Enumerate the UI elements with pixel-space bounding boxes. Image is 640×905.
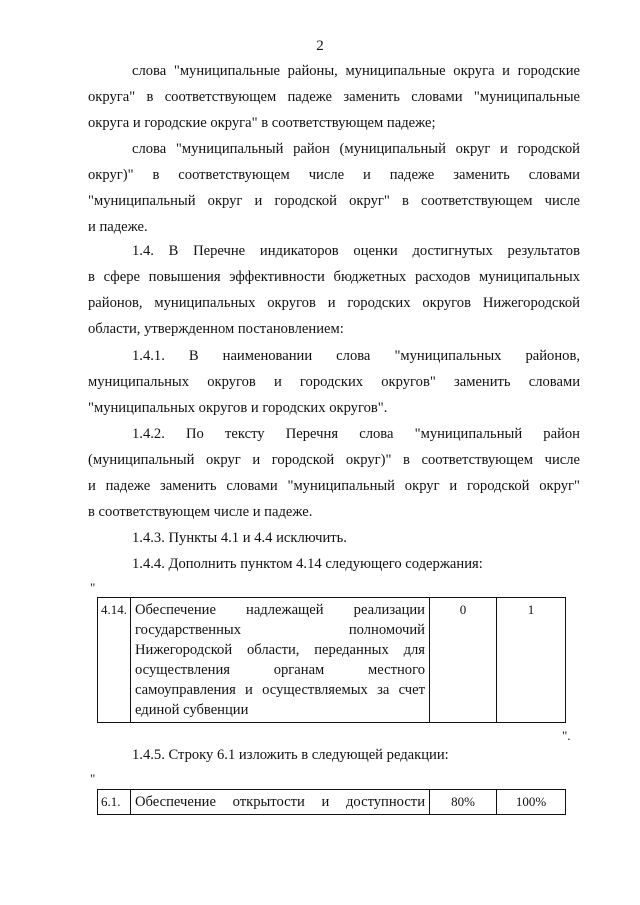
text-line: районов, муниципальных округов и городских округов Нижегородской — [88, 295, 580, 311]
row-number: 6.1. — [98, 790, 131, 815]
indicator-table-4-14 — [97, 597, 566, 723]
table-row — [98, 790, 566, 815]
text-line: "муниципальный округ и городской округ" в соответствующем числе — [88, 193, 580, 209]
text-line: 1.4.5. Строку 6.1 изложить в следующей редакции: — [132, 747, 449, 763]
closing-quote: ". — [562, 728, 571, 743]
opening-quote: " — [90, 771, 96, 786]
text-line: муниципальных округов и городских округов" заменить словами — [88, 374, 580, 390]
row-description — [131, 598, 430, 723]
description-line: самоуправления и осуществляемых за счет — [135, 682, 425, 698]
page-number: 2 — [316, 38, 324, 54]
text-line: и падеже заменить словами "муниципальный округ и городской округ" — [88, 478, 580, 494]
description-line: осуществления органам местного — [135, 662, 425, 678]
value-cell: 80% — [430, 790, 497, 815]
text-line: 1.4.3. Пункты 4.1 и 4.4 исключить. — [132, 530, 347, 546]
text-line: "муниципальных округов и городских округов". — [88, 400, 388, 416]
opening-quote: " — [90, 580, 96, 595]
description-line: единой субвенции — [135, 702, 249, 718]
text-line: 1.4.4. Дополнить пунктом 4.14 следующего содержания: — [132, 556, 483, 572]
value-cell: 0 — [430, 598, 497, 723]
text-line: слова "муниципальные районы, муниципальные округа и городские — [132, 63, 580, 79]
text-line: в соответствующем числе и падеже. — [88, 504, 313, 520]
table-row — [98, 598, 566, 723]
description-line: государственных полномочий — [135, 622, 425, 638]
row-number: 4.14. — [98, 598, 131, 723]
text-line: округ)" в соответствующем числе и падеже заменить словами — [88, 167, 580, 183]
text-line: (муниципальный округ и городской округ)" в соответствующем числе — [88, 452, 580, 468]
value-cell: 100% — [497, 790, 566, 815]
text-line: 1.4. В Перечне индикаторов оценки достигнутых результатов — [132, 243, 580, 259]
indicator-table-6-1 — [97, 789, 566, 815]
text-line: и падеже. — [88, 219, 148, 235]
description-line: Обеспечение надлежащей реализации — [135, 602, 425, 618]
description-line: Нижегородской области, переданных для — [135, 642, 425, 658]
description-line: Обеспечение открытости и доступности — [135, 794, 425, 810]
text-line: слова "муниципальный район (муниципальный округ и городской — [132, 141, 580, 157]
text-line: области, утвержденном постановлением: — [88, 321, 344, 337]
value-cell: 1 — [497, 598, 566, 723]
text-line: 1.4.1. В наименовании слова "муниципальных районов, — [132, 348, 580, 364]
text-line: 1.4.2. По тексту Перечня слова "муниципальный район — [132, 426, 580, 442]
text-line: округа" в соответствующем падеже заменить словами "муниципальные — [88, 89, 580, 105]
row-description — [131, 790, 430, 815]
text-line: округа и городские округа" в соответствующем падеже; — [88, 115, 436, 131]
text-line: в сфере повышения эффективности бюджетных расходов муниципальных — [88, 269, 580, 285]
